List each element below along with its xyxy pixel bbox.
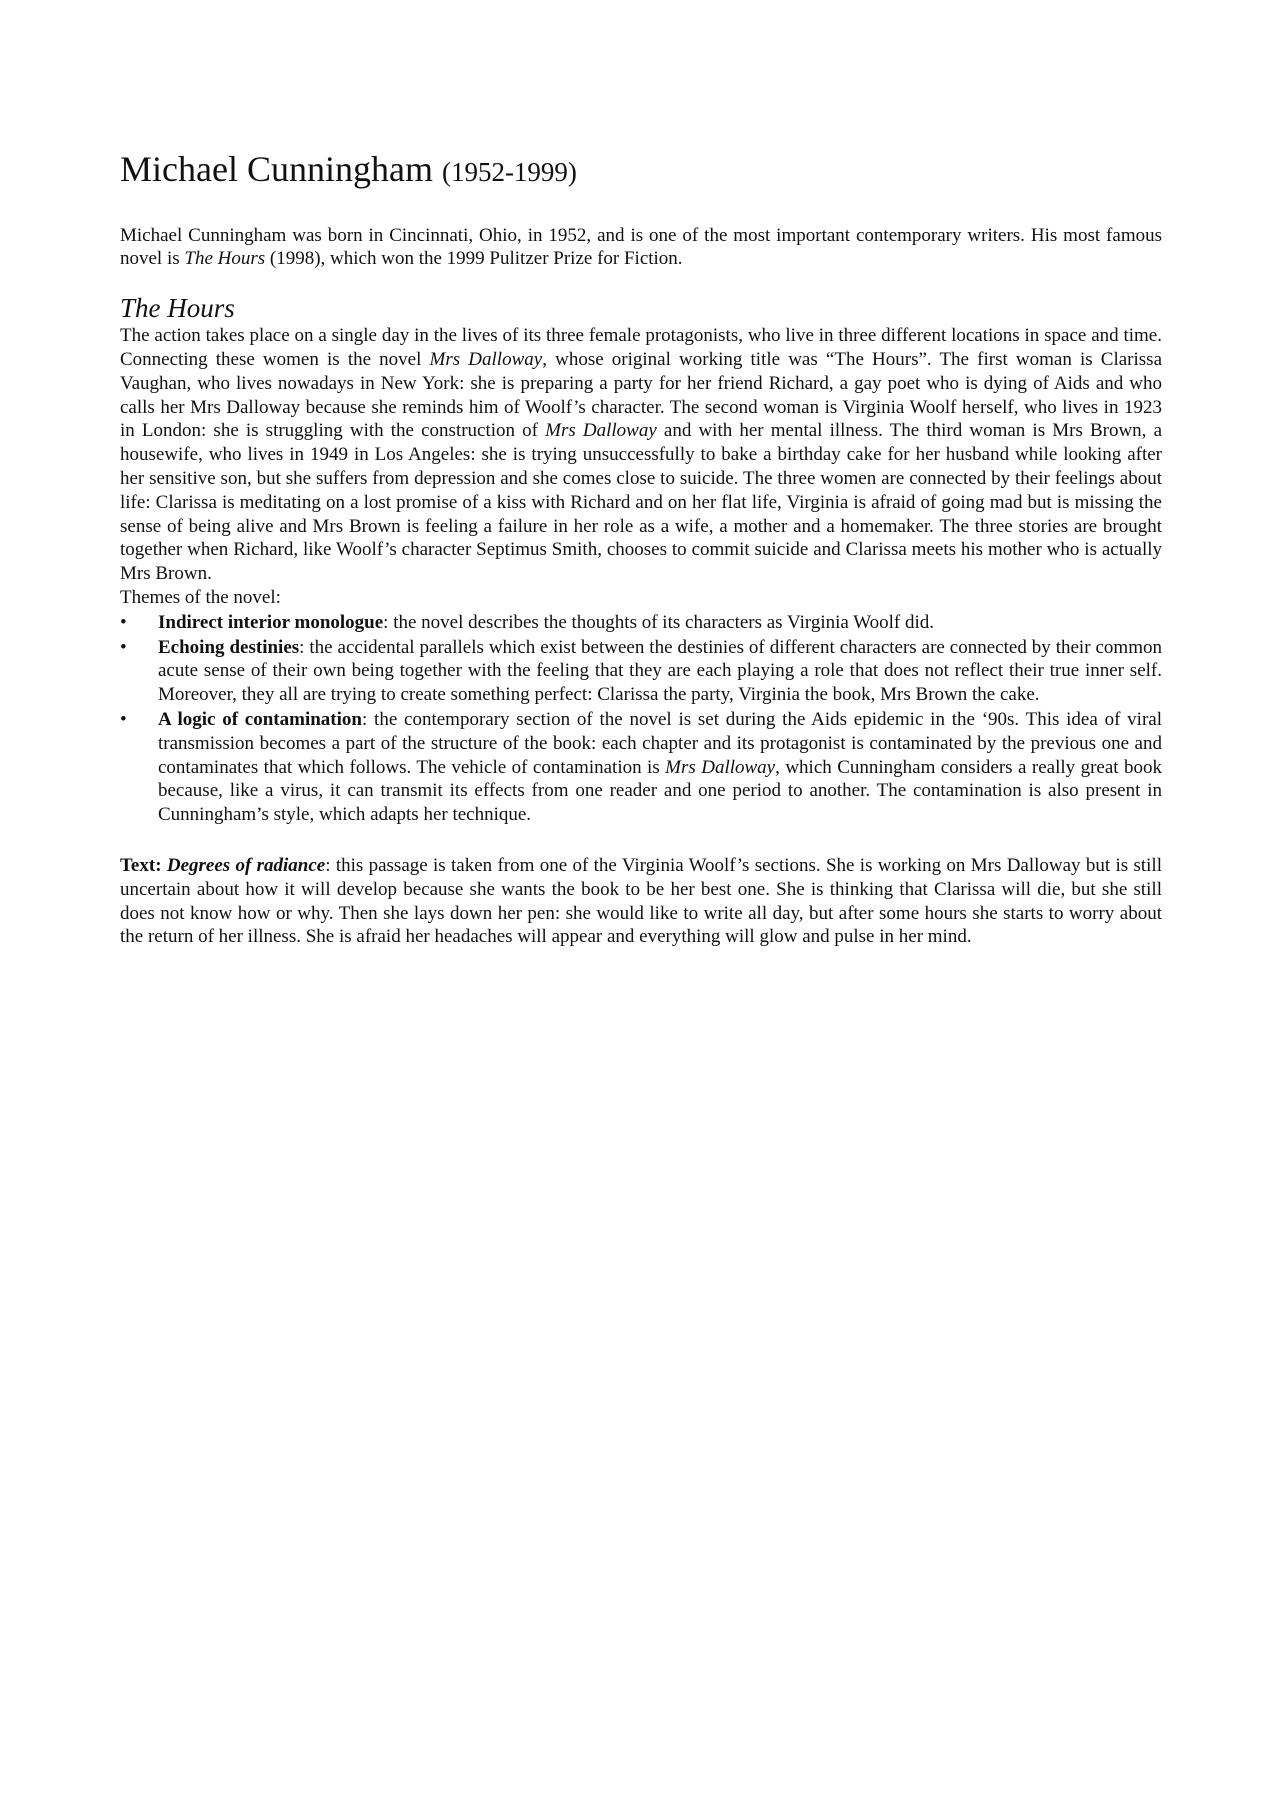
theme-text: : the novel describes the thoughts of its characters as Virginia Woolf did. [383, 611, 935, 633]
theme-item [120, 708, 1162, 827]
plot-text-1: The action takes place on a single day in the lives of its three female protagonists, who live in three different locations in space and time. Connecting these women is the novel [120, 325, 1162, 371]
theme-text-after: , which Cunningham considers a really great book because, like a virus, it can transmit its effects from one reader and one period to another. The contamination is also present in Cunningham’s style, which adapts her technique. [158, 756, 1163, 826]
plot-title-2: Mrs Dalloway [545, 420, 657, 442]
bullet-icon: • [120, 611, 127, 633]
theme-text: : the accidental parallels which exist between the destinies of different characters are connected by their common acute sense of their own being together with the feeling that they are each playing a role that does not reflect their true inner self. Moreover, they all are trying to create something perfect: Clarissa the party, Virginia the book, Mrs Brown the cake. [158, 636, 1162, 706]
author-years: (1952-1999) [441, 157, 577, 187]
theme-item [120, 636, 1162, 707]
section-title: The Hours [120, 293, 235, 324]
bullet-icon: • [120, 636, 127, 658]
theme-term: Indirect interior monologue [158, 611, 384, 633]
themes-label: Themes of the novel: [120, 587, 281, 608]
plot-text-2: , whose original working title was “The Hours”. The first woman is Clarissa Vaughan, who lives nowadays in New York: she is preparing a party for her friend Richard, a gay poet who is dying of Aids and who calls her Mrs Dalloway because she reminds him of Woolf’s character. The second woman is Virginia Woolf herself, who lives in 1923 in London: she is struggling with the construction of [120, 349, 1162, 442]
author-name: Michael Cunningham [120, 149, 433, 189]
intro-novel-title: The Hours [184, 248, 266, 270]
theme-term: A logic of contamination [158, 708, 362, 730]
intro-text-1: Michael Cunningham was born in Cincinnati, Ohio, in 1952, and is one of the most important contemporary writers. His most famous novel is [120, 224, 1162, 270]
theme-item [120, 611, 1162, 635]
theme-text: : the contemporary section of the novel is set during the Aids epidemic in the ‘90s. This idea of viral transmission becomes a part of the structure of the book: each chapter and its protagonist is contaminated by the previous one and contaminates that which follows. The vehicle of contamination is [158, 708, 1162, 778]
theme-title: Mrs Dalloway [665, 756, 776, 778]
text-title: Degrees of radiance [166, 854, 326, 876]
plot-title-1: Mrs Dalloway [429, 349, 543, 371]
text-paragraph [120, 854, 1162, 949]
plot-paragraph [120, 324, 1162, 586]
author-heading [120, 150, 1162, 190]
theme-term: Echoing destinies [158, 636, 300, 658]
intro-text-2: (1998), which won the 1999 Pulitzer Prize for Fiction. [265, 248, 683, 270]
plot-text-3: and with her mental illness. The third woman is Mrs Brown, a housewife, who lives in 1949 in Los Angeles: she is trying unsuccessfully to bake a birthday cake for her husband while looking after her sensitive son, but she suffers from depression and she comes close to suicide. The three women are connected by their feelings about life: Clarissa is meditating on a lost promise of a kiss with Richard and on her flat life, Virginia is afraid of going mad but is missing the sense of being alive and Mrs Brown is feeling a failure in her role as a wife, a mother and a homemaker. The three stories are brought together when Richard, like Woolf’s character Septimus Smith, chooses to commit suicide and Clarissa meets his mother who is actually Mrs Brown. [120, 420, 1162, 585]
text-body: : this passage is taken from one of the Virginia Woolf’s sections. She is working on Mrs Dalloway but is still uncertain about how it will develop because she wants the book to be her best one. She is thinking that Clarissa will die, but she still does not know how or why. Then she lays down her pen: she would like to write all day, but after some hours she starts to worry about the return of her illness. She is afraid her headaches will appear and everything will glow and pulse in her mind. [120, 854, 1162, 948]
intro-paragraph [120, 224, 1162, 272]
themes-list [120, 611, 1162, 827]
bullet-icon: • [120, 708, 127, 730]
text-label: Text: [120, 854, 167, 876]
document-page [120, 150, 1162, 949]
